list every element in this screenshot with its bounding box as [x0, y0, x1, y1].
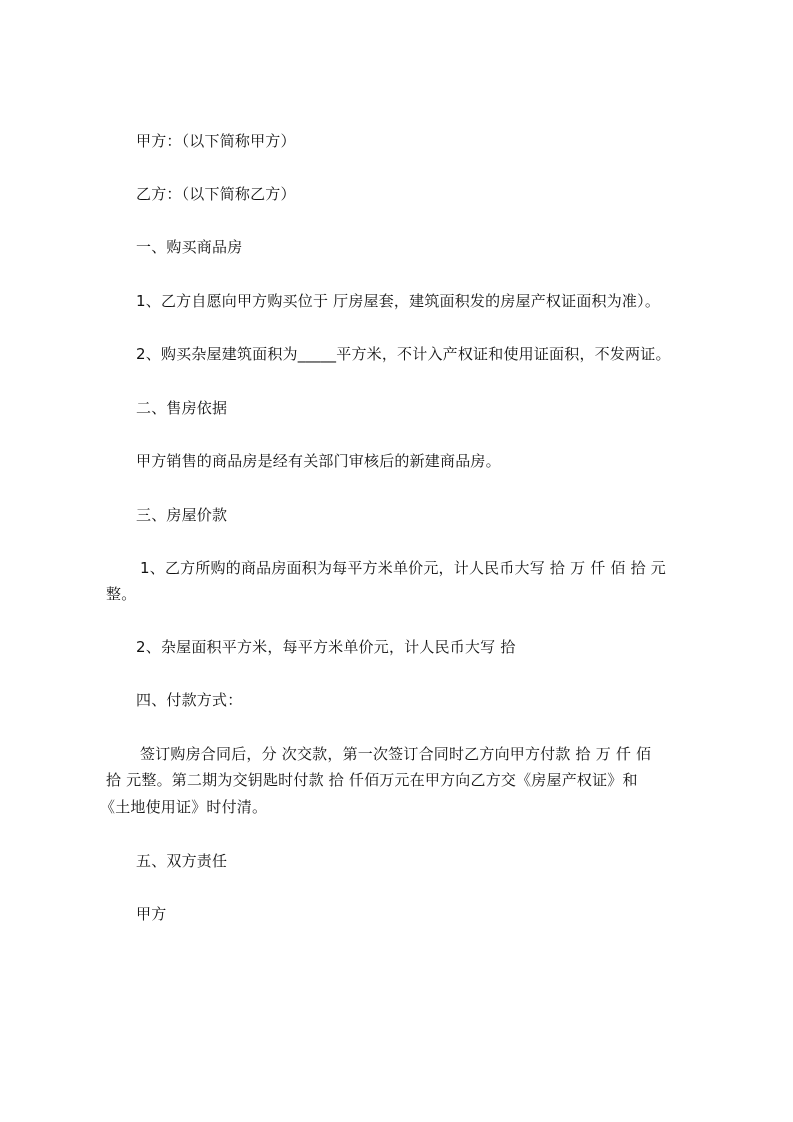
section3-item1-line2: 整。: [106, 585, 137, 603]
section2-text: 甲方销售的商品房是经有关部门审核后的新建商品房。: [136, 452, 501, 470]
section3-item2: 2、杂屋面积平方米，每平方米单价元，计人民币大写 拾: [136, 638, 516, 656]
section1-item2: 2、购买杂屋建筑面积为_____平方米，不计入产权证和使用证面积，不发两证。: [136, 345, 671, 363]
section5-heading: 五、双方责任: [136, 852, 228, 870]
party-b-line: 乙方：（以下简称乙方）: [136, 185, 296, 203]
section5-party-a: 甲方: [136, 905, 167, 923]
section1-heading: 一、购买商品房: [136, 238, 243, 256]
section3-heading: 三、房屋价款: [136, 506, 228, 524]
section1-item1: 1、乙方自愿向甲方购买位于 厅房屋套，建筑面积发的房屋产权证面积为准）。: [136, 292, 661, 310]
section3-item1-line1: 1、乙方所购的商品房面积为每平方米单价元，计人民币大写 拾 万 仟 佰 拾 元: [140, 559, 666, 577]
section4-heading: 四、付款方式：: [136, 691, 243, 709]
section4-line2: 拾 元整。第二期为交钥匙时付款 拾 仟佰万元在甲方向乙方交《房屋产权证》和: [106, 771, 638, 789]
section4-line1: 签订购房合同后，分 次交款，第一次签订合同时乙方向甲方付款 拾 万 仟 佰: [140, 745, 652, 763]
section2-heading: 二、售房依据: [136, 399, 228, 417]
section4-line3: 《土地使用证》时付清。: [100, 798, 268, 816]
party-a-line: 甲方：（以下简称甲方）: [136, 132, 296, 150]
